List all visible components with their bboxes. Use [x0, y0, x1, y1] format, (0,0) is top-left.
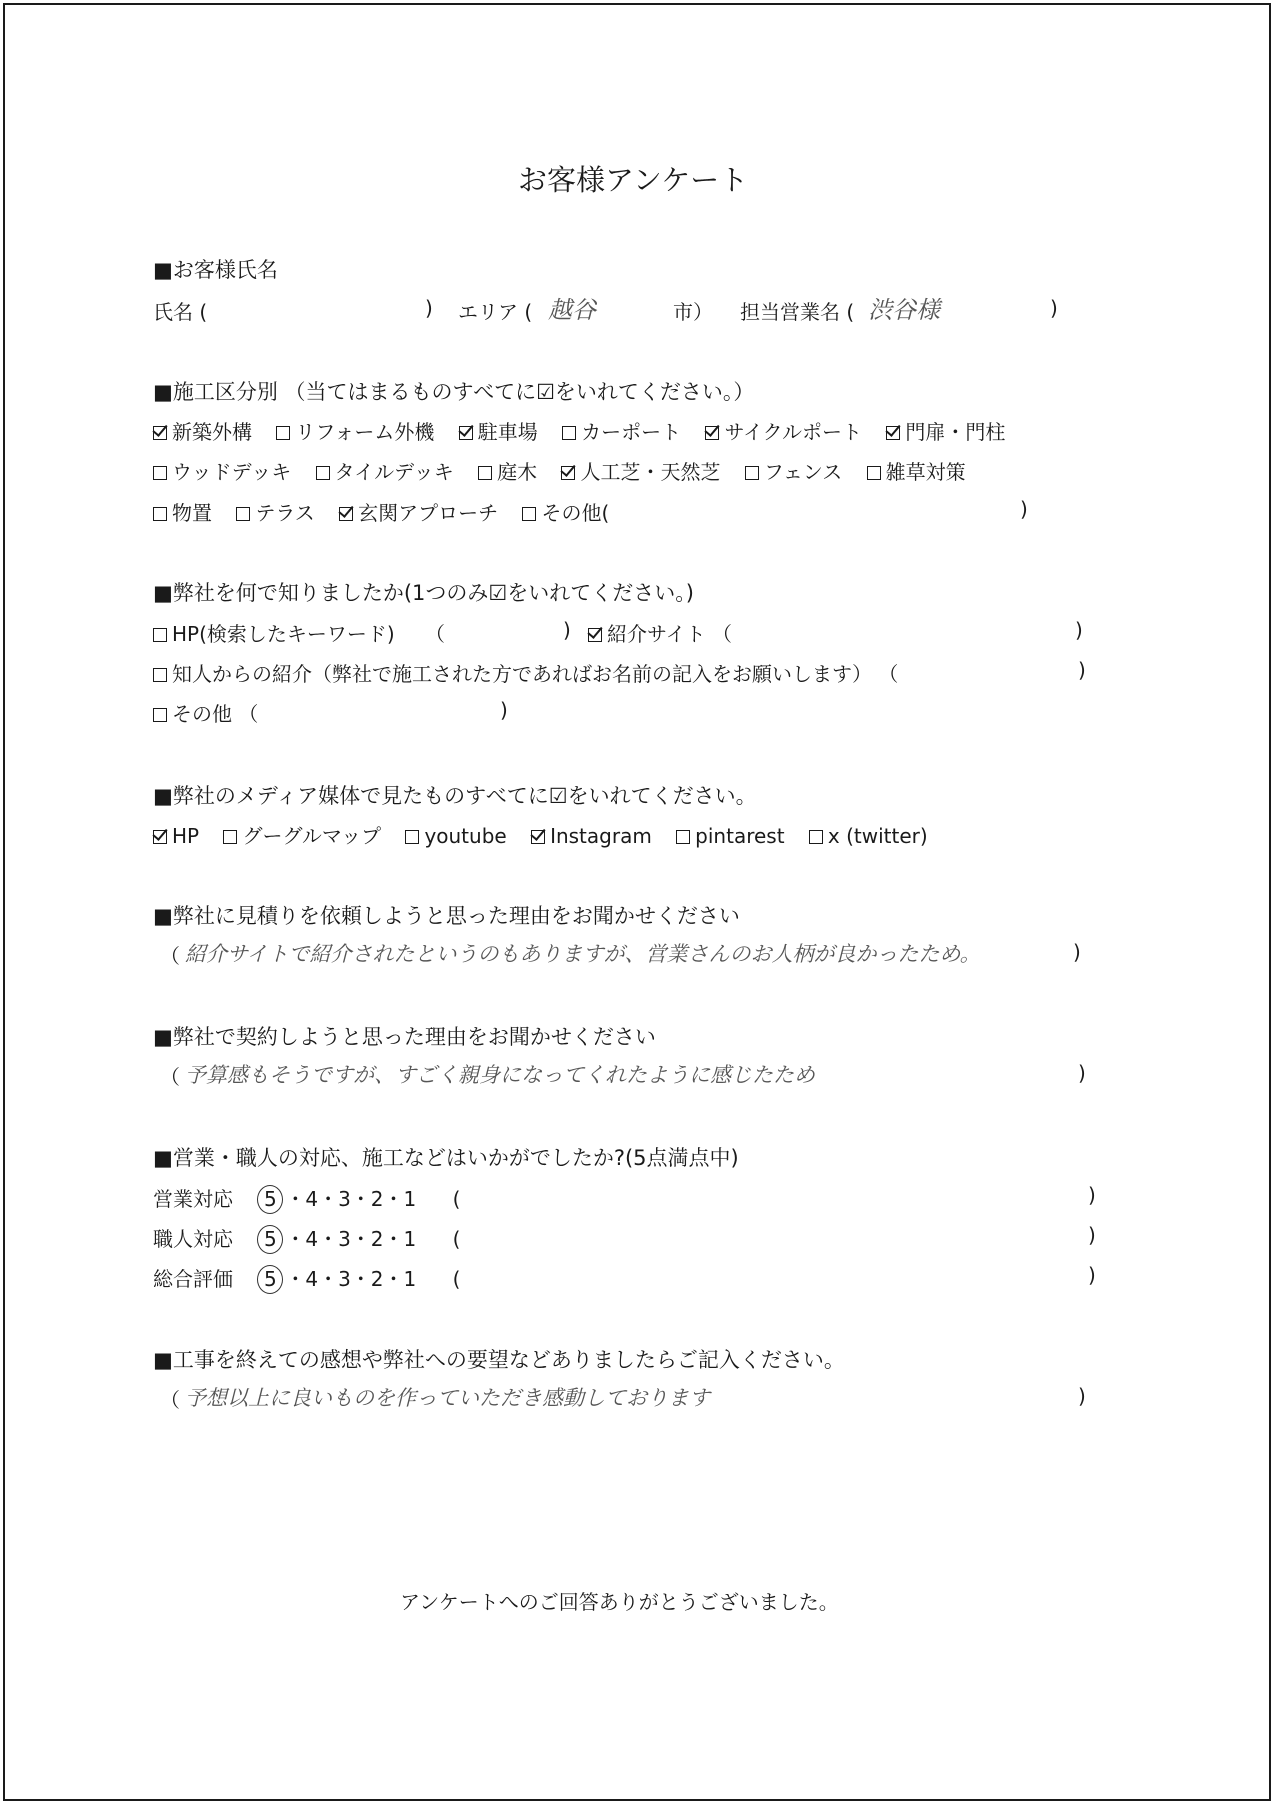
feedback-answer[interactable]: 予想以上に良いものを作っていただき感動しております: [185, 1386, 710, 1410]
rating-circle-icon[interactable]: 5: [257, 1185, 283, 1214]
intro-site-close-paren: ): [1075, 618, 1083, 642]
rating-overall-close-paren: ): [1088, 1263, 1096, 1287]
estimate-open-paren: （: [160, 944, 180, 968]
sales-close-paren: ): [1050, 296, 1058, 320]
source-other-option[interactable]: その他 （: [153, 698, 258, 727]
checkbox-icon: [562, 426, 576, 440]
option-garden-tree[interactable]: 庭木: [478, 456, 537, 485]
checkbox-icon: [809, 830, 823, 844]
checkbox-icon: [153, 466, 167, 480]
option-carport[interactable]: カーポート: [562, 416, 681, 445]
checkbox-icon: [676, 830, 690, 844]
source-other-close-paren: ): [500, 698, 508, 722]
footer-thanks: アンケートへのご回答ありがとうございました。: [400, 1590, 839, 1614]
rating-sales-close-paren: ): [1088, 1183, 1096, 1207]
construction-row-1: [153, 416, 1023, 445]
checkbox-icon: [153, 830, 167, 844]
hp-keyword-field[interactable]: （: [425, 622, 445, 646]
rating-row-craftsman: 職人対応 5 ・4・3・2・1 (: [153, 1223, 460, 1254]
source-friend-option[interactable]: 知人からの紹介（弊社で施工された方であればお名前の記入をお願いします） （: [153, 658, 898, 687]
area-label: エリア (: [458, 300, 533, 324]
source-heading: ■弊社を何で知りましたか(1つのみ☑をいれてください。): [153, 581, 694, 605]
checkbox-icon: [867, 466, 881, 480]
media-pintarest[interactable]: pintarest: [676, 824, 784, 848]
checkbox-icon: [153, 426, 167, 440]
option-weed[interactable]: 雑草対策: [867, 456, 966, 485]
estimate-close-paren: ): [1073, 940, 1081, 964]
estimate-reason-heading: ■弊社に見積りを依頼しようと思った理由をお聞かせください: [153, 904, 740, 928]
construction-row-3: [153, 497, 627, 526]
rating-heading: ■営業・職人の対応、施工などはいかがでしたか?(5点満点中): [153, 1146, 739, 1170]
media-google-map[interactable]: グーグルマップ: [223, 820, 381, 849]
media-instagram[interactable]: Instagram: [531, 824, 652, 848]
rating-circle-icon[interactable]: 5: [257, 1225, 283, 1254]
option-fence[interactable]: フェンス: [745, 456, 842, 485]
rating-row-sales: 営業対応 5 ・4・3・2・1 (: [153, 1183, 460, 1214]
checkbox-icon: [339, 507, 353, 521]
hp-close-paren: ): [563, 618, 571, 642]
contract-open-paren: （: [160, 1065, 180, 1089]
media-heading: ■弊社のメディア媒体で見たものすべてに☑をいれてください。: [153, 784, 757, 808]
checkbox-icon: [153, 708, 167, 722]
checkbox-icon: [153, 668, 167, 682]
media-hp[interactable]: HP: [153, 824, 199, 848]
rating-circle-icon[interactable]: 5: [257, 1265, 283, 1294]
friend-close-paren: ): [1078, 658, 1086, 682]
page-title: お客様アンケート: [518, 163, 749, 197]
checkbox-icon: [276, 426, 290, 440]
option-tile-deck[interactable]: タイルデッキ: [316, 456, 454, 485]
media-twitter[interactable]: x (twitter): [809, 824, 928, 848]
name-close-paren: ): [425, 296, 433, 320]
checkbox-icon: [236, 507, 250, 521]
option-storage[interactable]: 物置: [153, 497, 212, 526]
checkbox-icon: [153, 507, 167, 521]
checkbox-icon: [531, 830, 545, 844]
sales-field[interactable]: 渋谷様: [868, 296, 940, 324]
area-field[interactable]: 越谷: [548, 296, 596, 324]
media-row: [153, 820, 946, 849]
option-gate[interactable]: 門扉・門柱: [886, 416, 1005, 445]
construction-row-2: [153, 456, 984, 485]
checkbox-icon: [705, 426, 719, 440]
option-other[interactable]: その他(: [522, 497, 609, 526]
option-terrace[interactable]: テラス: [236, 497, 314, 526]
estimate-reason-answer[interactable]: 紹介サイトで紹介されたというのもありますが、営業さんのお人柄が良かったため。: [185, 942, 981, 966]
checkbox-icon: [745, 466, 759, 480]
name-label: 氏名 (: [153, 300, 208, 324]
contract-reason-heading: ■弊社で契約しようと思った理由をお聞かせください: [153, 1025, 656, 1049]
option-shinchiku[interactable]: 新築外構: [153, 416, 252, 445]
option-reform[interactable]: リフォーム外機: [276, 416, 434, 445]
checkbox-icon: [459, 426, 473, 440]
source-hp-option[interactable]: HP(検索したキーワード): [153, 618, 395, 647]
construction-heading: ■施工区分別 （当てはまるものすべてに☑をいれてください。）: [153, 380, 755, 404]
checkbox-icon: [478, 466, 492, 480]
other-close-paren: ): [1020, 497, 1028, 521]
checkbox-icon: [316, 466, 330, 480]
feedback-close-paren: ): [1078, 1384, 1086, 1408]
area-suffix: 市）: [673, 300, 713, 324]
checkbox-icon: [886, 426, 900, 440]
rating-craftsman-close-paren: ): [1088, 1223, 1096, 1247]
feedback-open-paren: （: [160, 1388, 180, 1412]
checkbox-icon: [223, 830, 237, 844]
option-wood-deck[interactable]: ウッドデッキ: [153, 456, 291, 485]
media-youtube[interactable]: youtube: [405, 824, 506, 848]
rating-row-overall: 総合評価 5 ・4・3・2・1 (: [153, 1263, 460, 1294]
contract-close-paren: ): [1078, 1061, 1086, 1085]
contract-reason-answer[interactable]: 予算感もそうですが、すごく親身になってくれたように感じたため: [185, 1063, 815, 1087]
checkbox-icon: [405, 830, 419, 844]
source-intro-site-option[interactable]: 紹介サイト （: [588, 618, 732, 647]
option-cycleport[interactable]: サイクルポート: [705, 416, 862, 445]
checkbox-icon: [522, 507, 536, 521]
feedback-heading: ■工事を終えての感想や弊社への要望などありましたらご記入ください。: [153, 1348, 845, 1372]
checkbox-icon: [588, 628, 602, 642]
checkbox-icon: [561, 466, 575, 480]
name-section-heading: ■お客様氏名: [153, 258, 278, 282]
option-parking[interactable]: 駐車場: [459, 416, 538, 445]
sales-label: 担当営業名 (: [740, 300, 855, 324]
option-turf[interactable]: 人工芝・天然芝: [561, 456, 720, 485]
option-entrance[interactable]: 玄関アプローチ: [339, 497, 498, 526]
checkbox-icon: [153, 628, 167, 642]
